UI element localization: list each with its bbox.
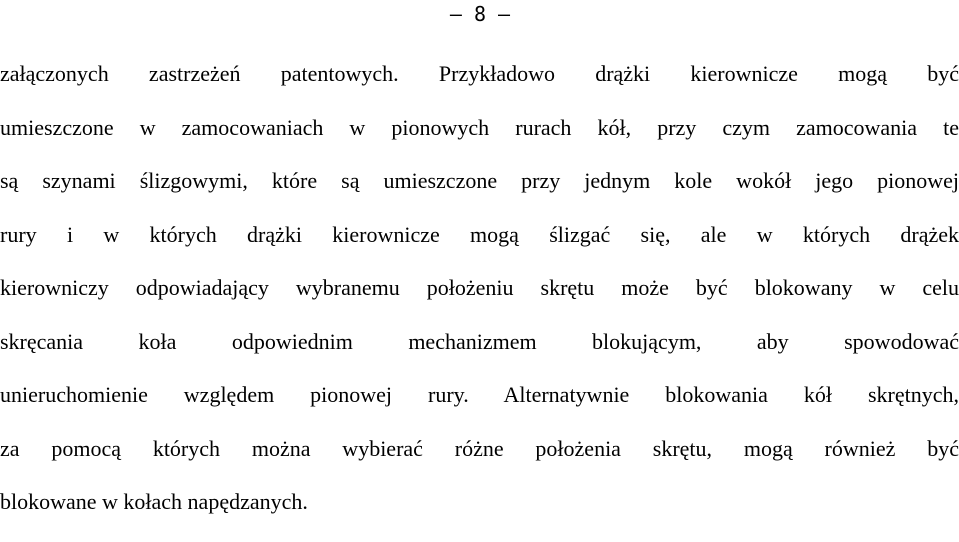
text-line-4: rury i w których drążki kierownicze mogą ślizgać się, ale w których drążek [0,221,959,247]
text-line-2: umieszczone w zamocowaniach w pionowych rurach kół, przy czym zamocowania te [0,114,959,140]
text-line-1: załączonych zastrzeżeń patentowych. Przykładowo drążki kierownicze mogą być [0,61,959,86]
text-line-6: skręcania koła odpowiednim mechanizmem blokującym, aby spowodować [0,328,959,354]
text-line-3: są szynami ślizgowymi, które są umieszczone przy jednym kole wokół jego pionowej [0,168,959,193]
text-line-9: blokowane w kołach napędzanych. [0,489,308,514]
text-line-7: unieruchomienie względem pionowej rury. Alternatywnie blokowania kół skrętnych, [0,382,959,407]
text-line-8: za pomocą których można wybierać różne położenia skrętu, mogą również być [0,435,959,461]
text-line-5: kierowniczy odpowiadający wybranemu położeniu skrętu może być blokowany w celu [0,275,959,300]
body-paragraph [0,60,959,542]
page-number: – 8 – [449,2,511,26]
